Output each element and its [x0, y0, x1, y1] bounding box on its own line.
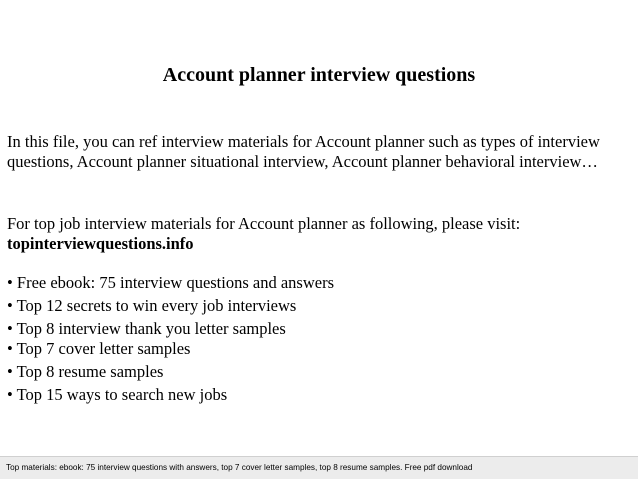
cta-text: For top job interview materials for Account planner as following, please visit:: [7, 214, 521, 233]
list-item: • Top 8 resume samples: [7, 362, 164, 381]
resource-list: [7, 273, 635, 405]
footer-bar: [0, 456, 638, 479]
intro-paragraph: In this file, you can ref interview materials for Account planner such as types of interview questions, Account planner situational interview, Account planner behavioral interview…: [7, 132, 600, 171]
list-item: • Free ebook: 75 interview questions and answers: [7, 273, 334, 292]
list-item: • Top 15 ways to search new jobs: [7, 385, 228, 404]
footer-text: Top materials: ebook: 75 interview questions with answers, top 7 cover letter samples, top 8 resume samples. Free pdf download: [6, 463, 473, 472]
list-item: • Top 12 secrets to win every job interviews: [7, 296, 297, 315]
site-link[interactable]: topinterviewquestions.info: [7, 234, 194, 253]
list-item: • Top 7 cover letter samples: [7, 339, 191, 358]
list-item: • Top 8 interview thank you letter samples: [7, 319, 286, 338]
page-title: Account planner interview questions: [162, 64, 476, 86]
cta-paragraph: [7, 214, 635, 254]
